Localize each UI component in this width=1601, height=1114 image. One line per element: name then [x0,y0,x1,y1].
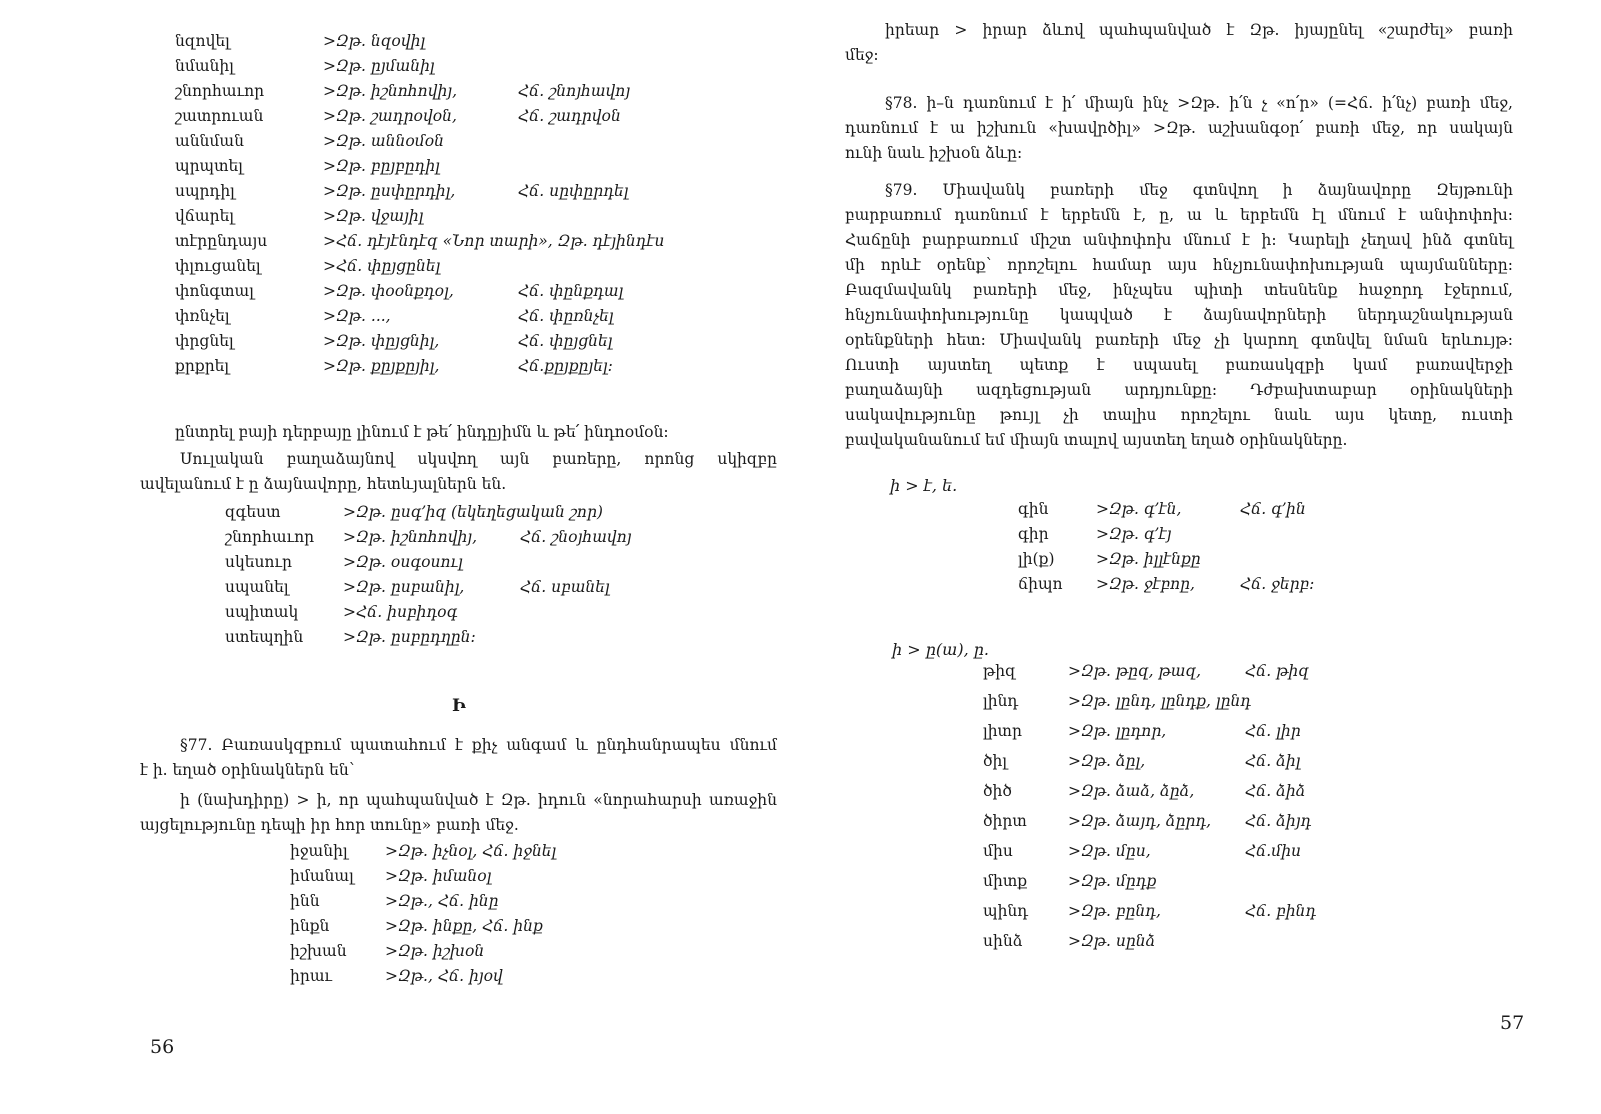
table-row [175,57,735,82]
dialect-forms: >Զթ., Հճ. իյօվ [385,967,503,985]
paragraph-line: §77. Բառասկզբում պատահում է քիչ անգամ և ընդհանրապես մնում [180,736,777,754]
word: զգեստ [225,503,281,521]
word: պինդ [983,902,1029,920]
word: գին [1018,500,1049,518]
paragraph-line: մի որևէ օրենք՝ որոշելու համար այս հնչյունափոխության պայմանները: [845,256,1513,274]
hajin-form: Հճ. շնօյհավոյ [520,528,632,546]
paragraph-line: դառնում է ա իշխուն «խավրծիլ» >Զթ. աշխանգօր՛ բառի մեջ, որ սակայն [845,119,1513,137]
paragraph-line: մեջ: [845,46,879,64]
word: փլուցանել [175,257,261,275]
table-row [983,782,1403,812]
paragraph-77 [140,733,777,783]
word-table-3 [290,842,710,992]
word: սկեսուր [225,553,292,571]
sound-rule-2: ի > ը(ա), ը. [892,640,989,659]
table-row [290,842,710,867]
paragraph-77b [140,788,777,838]
table-row [175,82,735,107]
hajin-form: Հճ. ջերբ: [1240,575,1315,593]
word: ծիրտ [983,812,1027,830]
left-page [0,0,800,1114]
zeytun-form: >Զթ. գ՚էն, [1096,500,1182,518]
hajin-form: Հճ. գ՚ին [1240,500,1306,518]
table-row [225,578,745,603]
word: շնորհաւոր [175,82,265,100]
table-row [175,232,735,257]
word: նմանիլ [175,57,234,75]
word: սինձ [983,932,1023,950]
table-row [290,892,710,917]
word: իջանիլ [290,842,348,860]
dialect-forms: >Զթ. իչնօլ, Հճ. իջնել [385,842,557,860]
table-row [225,628,745,653]
table-row [290,942,710,967]
table-row [1018,550,1398,575]
hajin-form: Հճ. ձիլ [1245,752,1301,770]
hajin-form: Հճ.քըյքըյել: [518,357,613,375]
word: լիտր [983,722,1022,740]
note-line: ընտրել բայի դերբայը լինում է թե՛ ինդըյիմն և թե՛ ինդոօմօն: [175,423,669,441]
word-table-1 [175,32,735,382]
table-row [983,692,1403,722]
table-row [290,967,710,992]
hajin-form: Հճ. սըփըրդել [518,182,629,200]
word: շատրուան [175,107,264,125]
zeytun-form: >Զթ. աննօմօն [323,132,445,150]
table-row [983,662,1403,692]
zeytun-form: >Զթ. ջէբոը, [1096,575,1195,593]
zeytun-form: >Զթ. փըյցնիլ, [323,332,440,350]
table-row [225,603,745,628]
paragraph-line: §79. Միավանկ բառերի մեջ գտնվող ի ձայնավորը Զեյթունի [885,181,1513,199]
paragraph-line: բաղաձայնի ազդեցության արդյունքը: Դժբախտաբար օրինակների [845,381,1513,399]
paragraph-line: ունի նաև իշխօն ձևը: [845,144,1023,162]
zeytun-form: >Զթ. ձըլ, [1068,752,1146,770]
table-row [983,812,1403,842]
table-row [175,307,735,332]
paragraph-79 [845,178,1513,453]
paragraph-line: Սուլական բաղաձայնով սկսվող այն բառերը, որոնց սկիզբը [180,450,777,468]
table-row [175,32,735,57]
paragraph-line: Բազմավանկ բառերի մեջ, ինչպես պիտի տեսնենք հաջորդ էջերում, [845,281,1513,299]
zeytun-form: >Զթ. իշնոհովիյ, [343,528,478,546]
word: տէրընդայս [175,232,268,250]
word: ստեպղին [225,628,304,646]
word: թիզ [983,662,1016,680]
table-row [225,503,745,528]
paragraph-line: է ի. եղած օրինակներն են՝ [140,761,355,779]
dialect-forms: >Զթ. իմանօլ [385,867,492,885]
table-row [983,872,1403,902]
paragraph-78 [845,91,1513,166]
zeytun-form: >Զթ. գ՚էյ [1096,525,1172,543]
zeytun-form: >Զթ. մըս, [1068,842,1151,860]
word: սպանել [225,578,289,596]
table-row [175,157,735,182]
top-paragraph [845,18,1513,68]
word-table-4 [1018,500,1398,600]
zeytun-form: >Զթ. փօօնքդօլ, [323,282,454,300]
table-row [175,182,735,207]
table-row [175,132,735,157]
paragraph-line: օրենքների հետ: Միավանկ բառերի մեջ չի կարող գտնվել նման երևույթ: [845,331,1513,349]
zeytun-form: >Զթ. օսգօսուլ [343,553,463,571]
word: ինքն [290,917,330,935]
zeytun-form: >Զթ. թըզ, թազ, [1068,662,1202,680]
word: սպիտակ [225,603,299,621]
zeytun-form: >Զթ. շադրօվօն, [323,107,457,125]
word: աննման [175,132,244,150]
zeytun-form: >Զթ. ըսբանիլ, [343,578,465,596]
table-row [175,357,735,382]
word: սպրդիլ [175,182,235,200]
dialect-forms: >Զթ. իշխօն [385,942,485,960]
word: պրպտել [175,157,244,175]
table-row [175,282,735,307]
paragraph-line: Ուստի այստեղ պետք է սպասել բառասկզբի կամ բառավերջի [845,356,1513,374]
zeytun-form: >Զթ. վջայիլ [323,207,424,225]
paragraph-line: ի (նախդիրը) > ի, որ պահպանված է Զթ. իդուն «նորահարսի առաջին [180,791,777,809]
zeytun-form: >Զթ. քըյքըյիլ, [323,357,440,375]
zeytun-form: >Զթ. լընդ, լընդք, լընդ [1068,692,1252,710]
table-row [175,257,735,282]
zeytun-form: >Զթ. ըսփըրդիլ, [323,182,456,200]
table-row [983,752,1403,782]
table-row [290,867,710,892]
table-row [983,932,1403,962]
word: փոնգտալ [175,282,254,300]
word: իրաւ [290,967,333,985]
word: միս [983,842,1013,860]
hajin-form: Հճ. ձիյդ [1245,812,1312,830]
zeytun-form: >Հճ. դէյէնդէզ «Նոր տարի», Զթ. դէյինդէս [323,232,665,250]
paragraph-line: ավելանում է ը ձայնավորը, հետևյալներն են. [140,475,507,493]
sound-rule-1: ի > է, ե. [890,476,958,495]
paragraph-line: բավականանում եմ միայն տալով այստեղ եղած օրինակները. [845,431,1348,449]
table-row [225,528,745,553]
table-row [983,722,1403,752]
hajin-form: Հճ. շադրվօն [518,107,621,125]
right-page [800,0,1601,1114]
word: վճարել [175,207,235,225]
zeytun-form: >Զթ. ըսգ՚իզ (եկեղեցական շոր) [343,503,603,521]
table-row [175,107,735,132]
hajin-form: Հճ. լիր [1245,722,1301,740]
word-table-5 [983,662,1403,962]
word: միտք [983,872,1028,890]
zeytun-form: >Զթ. սընձ [1068,932,1156,950]
word: իշխան [290,942,347,960]
zeytun-form: >Զթ. ձաձ, ձըձ, [1068,782,1195,800]
hajin-form: Հճ. սբանել [520,578,610,596]
paragraph-line: իրեար > իրար ձևով պահպանված է Զթ. իյայընել «շարժել» բառի [885,21,1513,39]
zeytun-form: >Զթ. լըդոր, [1068,722,1167,740]
word: փռնչել [175,307,230,325]
zeytun-form: >Հճ. իսբիդօգ [343,603,458,621]
word-table-2 [225,503,745,653]
hajin-form: Հճ. փըյցնել [518,332,613,350]
word: ճիպո [1018,575,1063,593]
word: նզովել [175,32,230,50]
table-row [290,917,710,942]
paragraph-line: այցելությունը դեպի իր հոր տունը» բառի մեջ. [140,816,519,834]
zeytun-form: >Զթ. բըյբըդիլ [323,157,440,175]
table-row [175,207,735,232]
zeytun-form: >Զթ. իլլէնքը [1096,550,1201,568]
zeytun-form: >Զթ. նզօվիլ [323,32,426,50]
table-row [225,553,745,578]
intro-paragraph [140,447,777,497]
hajin-form: Հճ.միս [1245,842,1302,860]
dialect-forms: >Զթ., Հճ. ինը [385,892,499,910]
word: ինն [290,892,320,910]
table-row [1018,500,1398,525]
word: լինդ [983,692,1019,710]
zeytun-form: >Զթ. բընդ, [1068,902,1161,920]
word: փրցնել [175,332,234,350]
hajin-form: Հճ. թիզ [1245,662,1309,680]
word: քրքրել [175,357,230,375]
zeytun-form: >Զթ. ձայդ, ձըրդ, [1068,812,1212,830]
word: գիր [1018,525,1049,543]
section-heading: Ի [452,696,466,716]
paragraph-line: բարբառում դառնում է երբեմն է, ը, ա և երբեմն էլ մնում է անփոփոխ: [845,206,1513,224]
word: շնորհաւոր [225,528,315,546]
paragraph-line: Հաճընի բարբառում միշտ անփոփոխ մնում է ի: Կարելի չեղավ ինձ գտնել [845,231,1513,249]
zeytun-form: >Զթ. ըյմանիլ [323,57,435,75]
table-row [983,902,1403,932]
table-row [983,842,1403,872]
note-paragraph [175,420,775,445]
word: ծիծ [983,782,1012,800]
hajin-form: Հճ. բինդ [1245,902,1317,920]
zeytun-form: >Զթ. իշնոհովիյ, [323,82,458,100]
paragraph-line: սակավությունը թույլ չի տալիս որոշելու նաև այս կետը, ուստի [845,406,1513,424]
page-number: 56 [150,1036,175,1058]
zeytun-form: >Զթ. ..., [323,307,391,325]
zeytun-form: >Զթ. ըսբըդղըն: [343,628,476,646]
hajin-form: Հճ. շնոյհավոյ [518,82,631,100]
word: իմանալ [290,867,354,885]
word: ծիլ [983,752,1008,770]
hajin-form: Հճ. փընքդալ [518,282,624,300]
hajin-form: Հճ. փըռնչել [518,307,614,325]
page-number: 57 [1500,1012,1525,1034]
zeytun-form: >Զթ. մըդք [1068,872,1157,890]
table-row [1018,525,1398,550]
table-row [175,332,735,357]
paragraph-line: §78. ի–ն դառնում է ի՛ միայն ինչ >Զթ. ի՛ն չ «ո՛ր» (=Հճ. ի՛նչ) բառի մեջ, [885,94,1513,112]
zeytun-form: >Հճ. փըյցընել [323,257,441,275]
paragraph-line: հնչյունափոխությունը կապված է ձայնավորների ներդաշնակության [845,306,1513,324]
hajin-form: Հճ. ձիձ [1245,782,1306,800]
dialect-forms: >Զթ. ինքը, Հճ. ինք [385,917,543,935]
word: լի(ք) [1018,550,1055,568]
table-row [1018,575,1398,600]
